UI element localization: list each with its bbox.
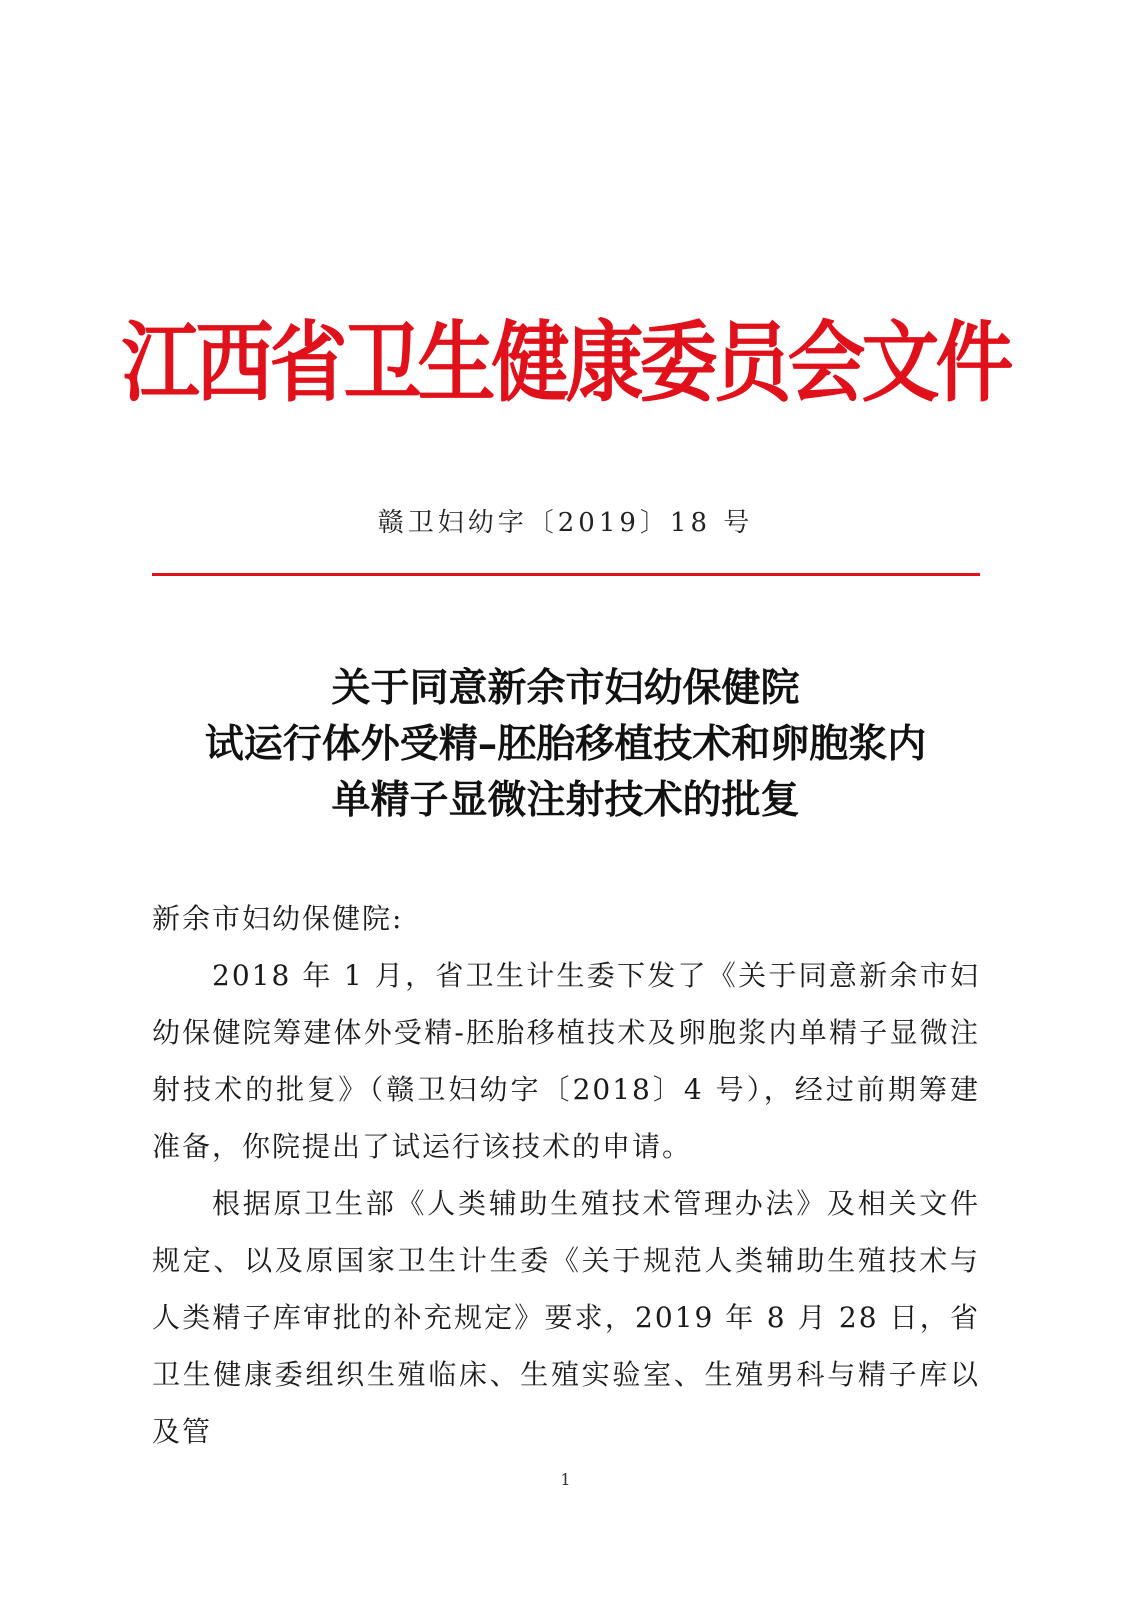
- page-number: 1: [560, 1470, 571, 1489]
- document-body: [152, 890, 980, 1460]
- title-line-1: 关于同意新余市妇幼保健院: [331, 665, 800, 711]
- title-line-2: 试运行体外受精–胚胎移植技术和卵胞浆内: [204, 721, 927, 767]
- body-paragraph-1: 2018 年 1 月，省卫生计生委下发了《关于同意新余市妇幼保健院筹建体外受精-胚胎移植技术及卵胞浆内单精子显微注射技术的批复》（赣卫妇幼字〔2018〕4 号），经过前期筹建准备，你院提出了试运行该技术的申请。: [152, 959, 980, 1163]
- red-divider-line: [152, 573, 980, 576]
- body-paragraph-2: 根据原卫生部《人类辅助生殖技术管理办法》及相关文件规定、以及原国家卫生计生委《关于规范人类辅助生殖技术与人类精子库审批的补充规定》要求，2019 年 8 月 28 日，省卫生健康委组织生殖临床、生殖实验室、生殖男科与精子库以及管: [152, 1187, 980, 1448]
- issuer-header: 江西省卫生健康委员会文件: [121, 313, 1010, 415]
- title-line-3: 单精子显微注射技术的批复: [331, 777, 800, 823]
- salutation: 新余市妇幼保健院:: [152, 902, 404, 935]
- document-number: 赣卫妇幼字〔2019〕18 号: [377, 508, 754, 538]
- document-title: [0, 660, 1131, 828]
